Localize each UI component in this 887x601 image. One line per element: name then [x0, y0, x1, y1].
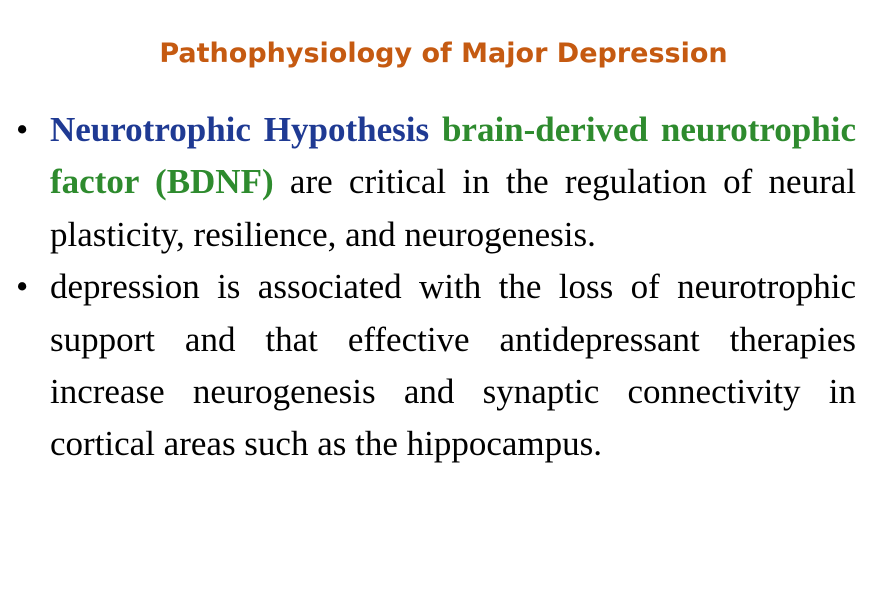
bullet-item-depression — [16, 261, 856, 471]
bullet-marker: • — [16, 110, 29, 149]
bullet-item-neurotrophic-hypothesis — [16, 104, 856, 261]
depression-description: depression is associated with the loss of neurotrophic support and that effective antidepressant therapies increase neurogenesis and synaptic connectivity in cortical areas such as the hippocampus. — [50, 267, 856, 464]
bdnf-highlight: brain-derived neurotrophic factor (BDNF) — [50, 110, 856, 202]
hypothesis-description: are critical in the regulation of neural plasticity, resilience, and neurogenesis. — [50, 162, 856, 254]
bullet-marker: • — [16, 267, 29, 307]
slide-title: Pathophysiology of Major Depression — [159, 38, 728, 69]
hypothesis-term: Neurotrophic Hypothesis — [50, 110, 430, 149]
bullet-list — [16, 104, 856, 471]
